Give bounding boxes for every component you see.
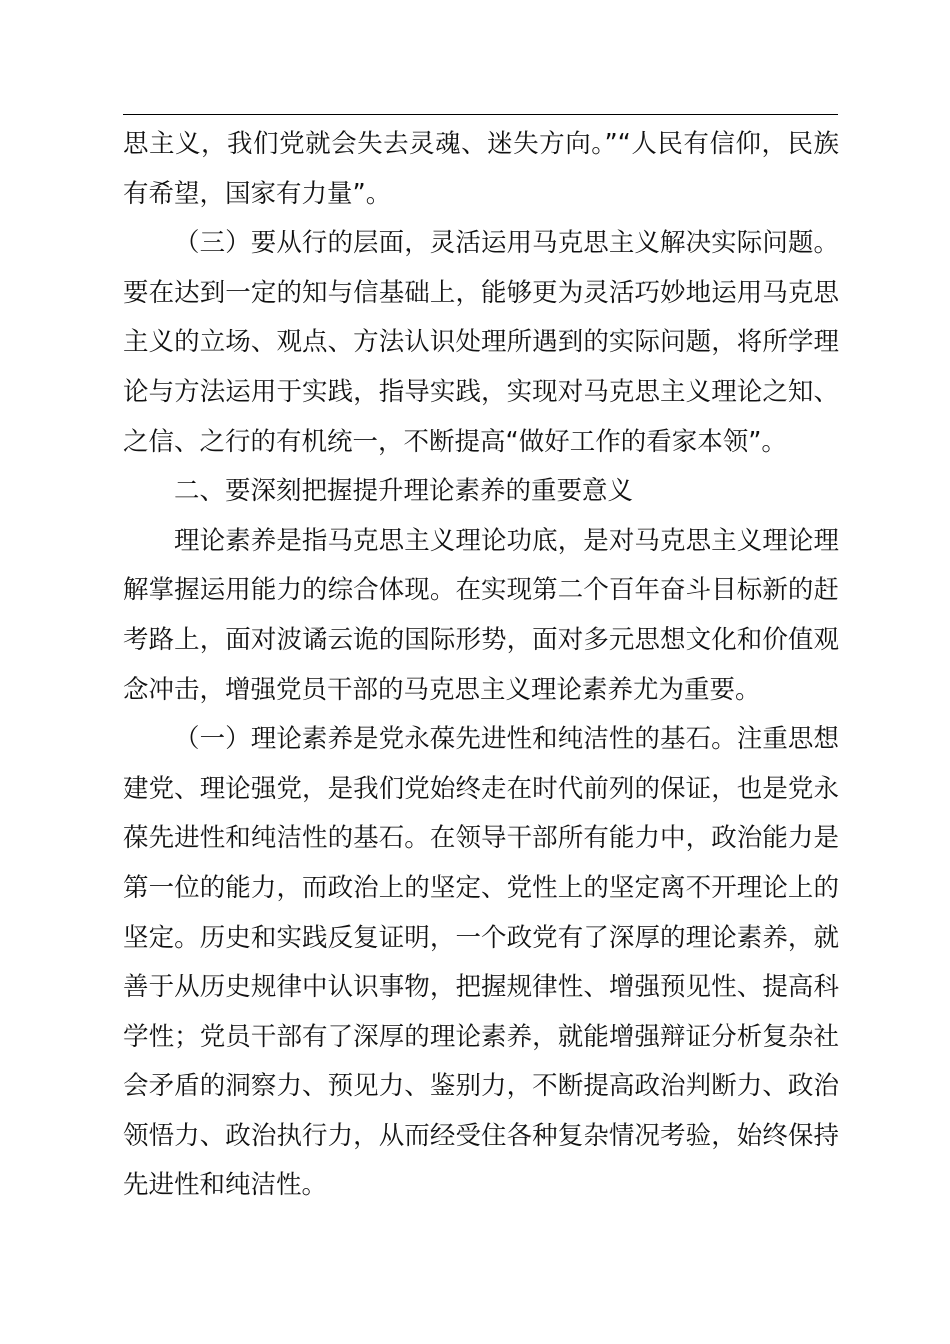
section-heading-3: （三）要从行的层面，灵活运用马克思主义解决实际问题。: [174, 228, 839, 259]
text-line: 善于从历史规律中认识事物，把握规律性、增强预见性、提高科: [123, 972, 839, 1003]
text-line: 先进性和纯洁性。: [123, 1170, 328, 1201]
text-line: 第一位的能力，而政治上的坚定、党性上的坚定离不开理论上的: [123, 872, 839, 903]
text-line: 葆先进性和纯洁性的基石。在领导干部所有能力中，政治能力是: [123, 823, 839, 854]
document-body: [123, 120, 839, 1211]
text-line: 会矛盾的洞察力、预见力、鉴别力，不断提高政治判断力、政治: [123, 1071, 839, 1102]
text-line: 主义的立场、观点、方法认识处理所遇到的实际问题，将所学理: [123, 327, 839, 358]
text-line: 学性；党员干部有了深厚的理论素养，就能增强辩证分析复杂社: [123, 1021, 839, 1052]
text-line: 之信、之行的有机统一，不断提高“做好工作的看家本领”。: [123, 426, 787, 457]
text-line: 论与方法运用于实践，指导实践，实现对马克思主义理论之知、: [123, 376, 839, 407]
header-rule: [123, 114, 838, 115]
section-heading-1: （一）理论素养是党永葆先进性和纯洁性的基石。注重思想: [174, 724, 839, 755]
text-line: 领悟力、政治执行力，从而经受住各种复杂情况考验，始终保持: [123, 1120, 839, 1151]
text-line: 念冲击，增强党员干部的马克思主义理论素养尤为重要。: [123, 674, 761, 705]
text-line: 要在达到一定的知与信基础上，能够更为灵活巧妙地运用马克思: [123, 277, 839, 308]
text-line: 坚定。历史和实践反复证明，一个政党有了深厚的理论素养，就: [123, 922, 839, 953]
paragraph-start: 理论素养是指马克思主义理论功底，是对马克思主义理论理: [174, 525, 839, 556]
text-line: 考路上，面对波谲云诡的国际形势，面对多元思想文化和价值观: [123, 624, 839, 655]
text-line: 解掌握运用能力的综合体现。在实现第二个百年奋斗目标新的赶: [123, 575, 839, 606]
text-line: 建党、理论强党，是我们党始终走在时代前列的保证，也是党永: [123, 773, 839, 804]
text-line: 思主义，我们党就会失去灵魂、迷失方向。”“人民有信仰，民族: [123, 129, 839, 159]
text-line: 有希望，国家有力量”。: [123, 178, 392, 209]
section-heading-2: 二、要深刻把握提升理论素养的重要意义: [174, 476, 634, 507]
